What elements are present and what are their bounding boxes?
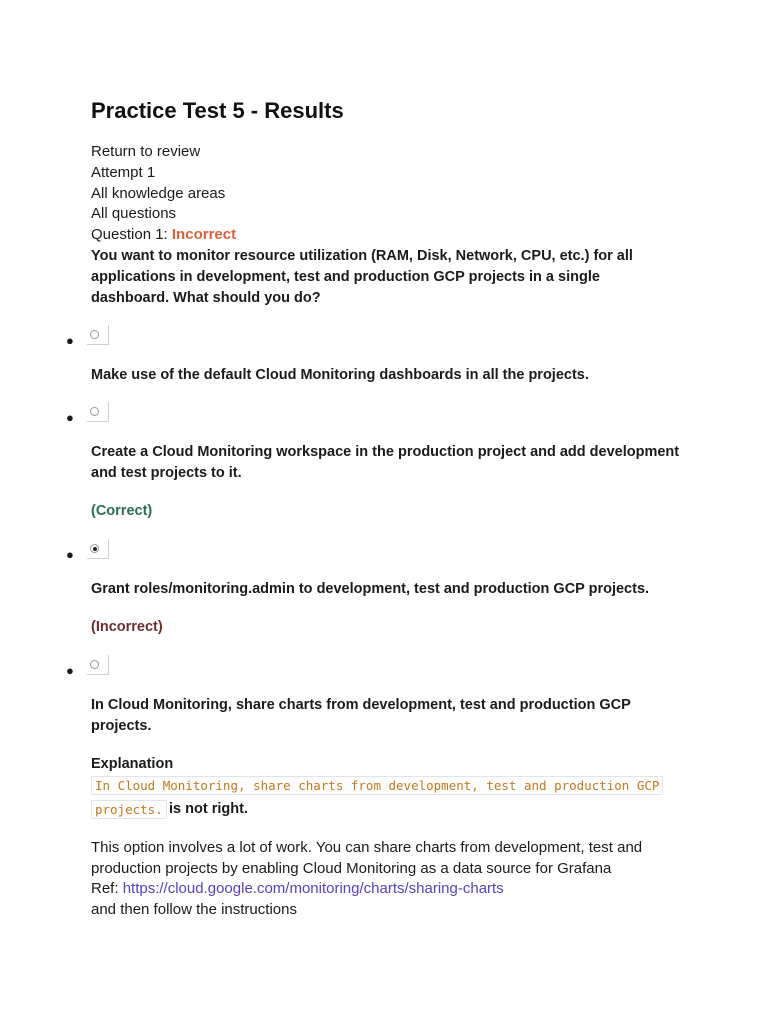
explanation-line2: production projects by enabling Cloud Monitoring as a data source for Grafana bbox=[91, 859, 612, 877]
radio-icon bbox=[90, 330, 99, 339]
option-2-text: Create a Cloud Monitoring workspace in the production project and add development and test projects to it. bbox=[91, 444, 680, 481]
option-3-radio[interactable] bbox=[87, 539, 109, 559]
explanation-line1: This option involves a lot of work. You can share charts from development, test and bbox=[91, 839, 643, 856]
bullet-icon: ● bbox=[66, 547, 74, 562]
explanation-line4: and then follow the instructions bbox=[91, 900, 297, 918]
explanation-code-line2: projects. bbox=[91, 800, 167, 819]
ref-link[interactable]: https://cloud.google.com/monitoring/charts/sharing-charts bbox=[122, 880, 504, 898]
option-4-radio[interactable] bbox=[87, 655, 109, 675]
ref-label: Ref: bbox=[91, 880, 123, 898]
option-3-text: Grant roles/monitoring.admin to development, test and production GCP projects. bbox=[91, 581, 650, 597]
question-number: Question 1: bbox=[91, 226, 172, 243]
option-2-correct-tag: (Correct) bbox=[91, 503, 153, 519]
radio-icon bbox=[90, 660, 99, 669]
question-header bbox=[91, 225, 236, 246]
attempt-label: Attempt 1 bbox=[91, 164, 156, 181]
bullet-icon: ● bbox=[66, 410, 74, 425]
explanation-code-suffix: is not right. bbox=[169, 801, 248, 817]
page-title: Practice Test 5 - Results bbox=[91, 98, 344, 123]
bullet-icon: ● bbox=[66, 663, 74, 678]
question-status-badge: Incorrect bbox=[171, 226, 237, 243]
return-to-review-link[interactable]: Return to review bbox=[91, 143, 201, 160]
ref-line bbox=[91, 879, 691, 900]
bullet-icon: ● bbox=[66, 333, 74, 348]
question-text: You want to monitor resource utilization (RAM, Disk, Network, CPU, etc.) for all applications in development, test and production GCP projects in a single dashboard. What should you do? bbox=[91, 248, 633, 306]
option-2-radio[interactable] bbox=[87, 402, 109, 422]
explanation-code-line1: In Cloud Monitoring, share charts from development, test and production GCP bbox=[91, 776, 663, 795]
option-1-radio[interactable] bbox=[87, 325, 109, 345]
option-3-incorrect-tag: (Incorrect) bbox=[91, 619, 163, 635]
option-1-text: Make use of the default Cloud Monitoring dashboards in all the projects. bbox=[91, 367, 589, 383]
knowledge-areas-filter[interactable]: All knowledge areas bbox=[91, 185, 226, 202]
radio-icon bbox=[90, 407, 99, 416]
questions-filter[interactable]: All questions bbox=[91, 205, 177, 222]
explanation-paragraph bbox=[91, 838, 691, 920]
radio-selected-icon bbox=[90, 544, 99, 553]
option-4-text: In Cloud Monitoring, share charts from development, test and production GCP projects. bbox=[91, 697, 631, 734]
explanation-heading: Explanation bbox=[91, 756, 174, 772]
